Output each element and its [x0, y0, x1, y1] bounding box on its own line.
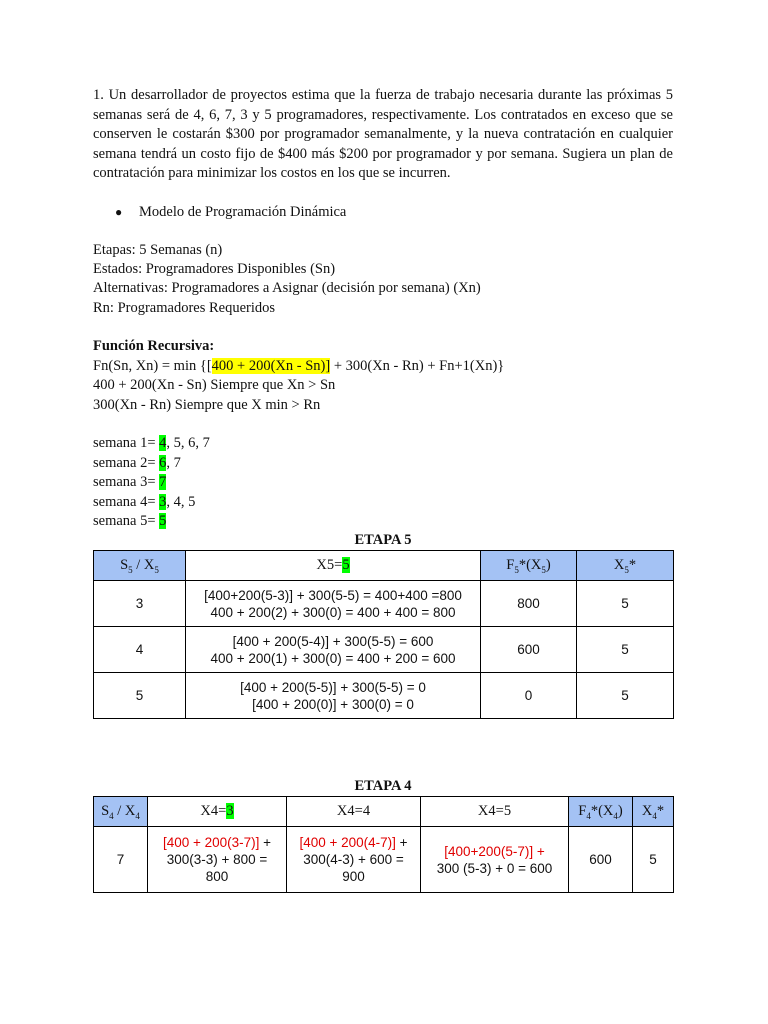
table-row	[94, 673, 674, 719]
week-3	[93, 473, 673, 492]
header-x4-5: X4=5	[421, 797, 569, 827]
table-row	[94, 627, 674, 673]
definition-alternatives: Alternativas: Programadores a Asignar (decisión por semana) (Xn)	[93, 280, 481, 297]
week-5	[93, 512, 673, 531]
cell-xstar: 5	[577, 627, 674, 673]
formula-suffix: + 300(Xn - Rn) + Fn+1(Xn)}	[330, 357, 505, 374]
header-f: $F_5*(X_5)$	[481, 551, 577, 581]
week-choice: 3	[159, 493, 167, 510]
header-state: $S_5 / X_5$	[94, 551, 186, 581]
cell-state: 4	[94, 627, 186, 673]
cell-formula: [400 + 200(5-5)] + 300(5-5) = 0 [400 + 200(0)] + 300(0) = 0	[186, 673, 481, 719]
cell-x4-4: [400 + 200(4-7)] + 300(4-3) + 600 = 900	[287, 827, 421, 893]
week-1	[93, 434, 673, 453]
week-4	[93, 493, 673, 512]
week-choice: 4	[159, 435, 167, 452]
definition-stages: Etapas: 5 Semanas (n)	[93, 241, 223, 258]
etapa5-title: ETAPA 5	[354, 532, 412, 549]
cell-f: 600	[569, 827, 633, 893]
cell-xstar: 5	[577, 673, 674, 719]
week-choice: 7	[159, 474, 167, 491]
week-options: , 4, 5	[166, 493, 196, 510]
recursive-formula	[93, 357, 673, 376]
week-options: , 5, 6, 7	[166, 435, 210, 452]
condition-hiring: 400 + 200(Xn - Sn) Siempre que Xn > Sn	[93, 377, 336, 394]
week-label: semana 1=	[93, 435, 160, 452]
header-xstar: $X_4*$	[633, 797, 674, 827]
definitions-block	[93, 241, 673, 532]
problem-statement: 1. Un desarrollador de proyectos estima que la fuerza de trabajo necesaria durante las próximas 5 semanas será de 4, 6, 7, 3 y 5 programadores, respectivamente. Los contratados en exceso que se conserven le costarán $300 por programador semanalmente, y la nueva contratación en cualquier semana tendrá un costo fijo de $400 más $200 por programador y por semana. Sugiera un plan de contratación para minimizar los costos en los que se incurren.	[93, 87, 673, 181]
bullet-text: Modelo de Programación Dinámica	[139, 204, 347, 220]
cell-f: 800	[481, 581, 577, 627]
table-header-row	[94, 797, 674, 827]
recursive-title: Función Recursiva:	[93, 338, 215, 355]
etapa4-table	[93, 796, 674, 893]
bullet-icon: ●	[115, 205, 123, 219]
cell-formula: [400+200(5-3)] + 300(5-5) = 400+400 =800 400 + 200(2) + 300(0) = 400 + 400 = 800	[186, 581, 481, 627]
week-label: semana 4=	[93, 493, 160, 510]
header-x4-4: X4=4	[287, 797, 421, 827]
cell-state: 5	[94, 673, 186, 719]
etapa4-title: ETAPA 4	[354, 778, 412, 795]
cell-f: 0	[481, 673, 577, 719]
week-choice: 6	[159, 454, 167, 471]
table-row	[94, 581, 674, 627]
header-decision: X5=5	[186, 551, 481, 581]
bullet-item	[93, 203, 673, 223]
cell-x4-3: [400 + 200(3-7)] + 300(3-3) + 800 = 800	[148, 827, 287, 893]
week-label: semana 2=	[93, 454, 160, 471]
definition-required: Rn: Programadores Requeridos	[93, 299, 276, 316]
cell-state: 3	[94, 581, 186, 627]
condition-excess: 300(Xn - Rn) Siempre que X min > Rn	[93, 396, 321, 413]
formula-highlight: 400 + 200(Xn - Sn)]	[211, 357, 331, 374]
document-page	[93, 86, 673, 893]
week-label: semana 5=	[93, 512, 160, 529]
cell-x4-5: [400+200(5-7)] + 300 (5-3) + 0 = 600	[421, 827, 569, 893]
header-f: $F_4*(X_4)$	[569, 797, 633, 827]
formula-prefix: Fn(Sn, Xn) = min {[	[93, 357, 212, 374]
etapa5-table	[93, 550, 674, 719]
cell-state: 7	[94, 827, 148, 893]
header-state: $S_4 / X_4$	[94, 797, 148, 827]
week-label: semana 3=	[93, 474, 160, 491]
week-choice: 5	[159, 512, 167, 529]
cell-xstar: 5	[633, 827, 674, 893]
definition-states: Estados: Programadores Disponibles (Sn)	[93, 260, 336, 277]
week-2	[93, 454, 673, 473]
week-options: , 7	[166, 454, 181, 471]
cell-formula: [400 + 200(5-4)] + 300(5-5) = 600 400 + 200(1) + 300(0) = 400 + 200 = 600	[186, 627, 481, 673]
cell-f: 600	[481, 627, 577, 673]
header-x4-3: X4=3	[148, 797, 287, 827]
header-xstar: $X_5*$	[577, 551, 674, 581]
cell-xstar: 5	[577, 581, 674, 627]
table-row	[94, 827, 674, 893]
table-header-row	[94, 551, 674, 581]
